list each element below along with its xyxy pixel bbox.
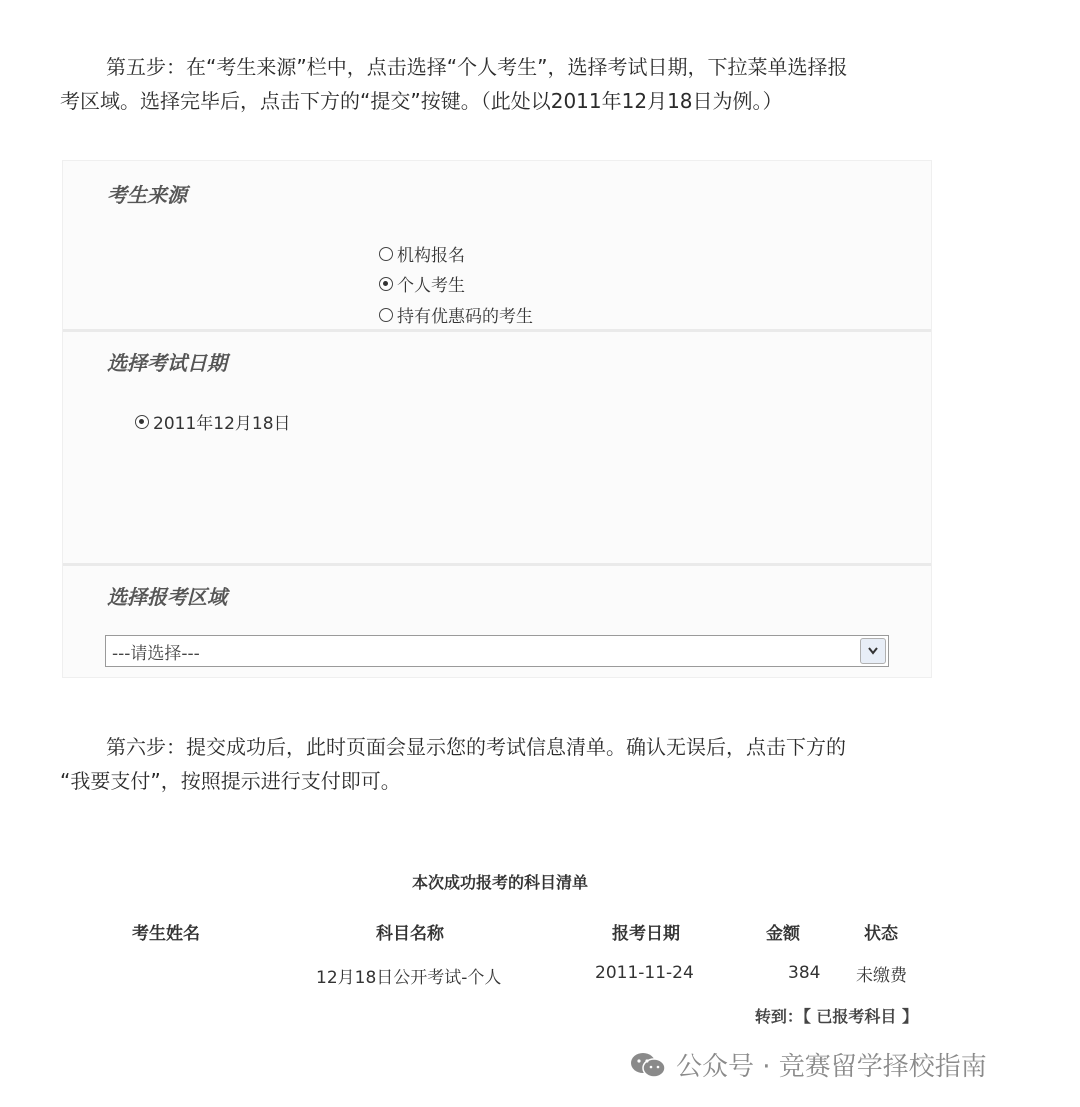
- cell-status: 未缴费: [856, 966, 907, 986]
- section-divider: [63, 563, 931, 566]
- header-candidate-name: 考生姓名: [132, 924, 200, 944]
- cell-registration-date: 2011-11-24: [595, 963, 694, 983]
- watermark: [628, 1046, 987, 1083]
- source-section-title: 考生来源: [107, 183, 187, 207]
- step5-line1: 第五步：在“考生来源”栏中，点击选择“个人考生”，选择考试日期，下拉菜单选择报: [106, 55, 848, 79]
- header-status: 状态: [864, 924, 898, 944]
- radio-button-icon[interactable]: [379, 247, 393, 261]
- watermark-text: 公众号 · 竞赛留学择校指南: [676, 1052, 987, 1082]
- radio-button-checked-icon[interactable]: [379, 277, 393, 291]
- step6-line1: 第六步：提交成功后，此时页面会显示您的考试信息清单。确认无误后，点击下方的: [106, 735, 846, 759]
- radio-option-institution[interactable]: [379, 241, 465, 266]
- registration-form: [62, 160, 932, 678]
- radio-option-individual[interactable]: [379, 271, 465, 296]
- step6-line2: “我要支付”，按照提示进行支付即可。: [60, 769, 401, 793]
- region-select-value: ---请选择---: [112, 643, 200, 664]
- radio-option-label: 机构报名: [397, 246, 465, 266]
- step6-instructions: [60, 730, 960, 798]
- radio-option-label: 持有优惠码的考生: [397, 307, 533, 327]
- header-subject-name: 科目名称: [376, 924, 444, 944]
- region-section-title: 选择报考区域: [107, 585, 227, 609]
- header-amount: 金额: [766, 924, 800, 944]
- radio-button-icon[interactable]: [379, 308, 393, 322]
- step5-instructions: [60, 50, 960, 118]
- header-registration-date: 报考日期: [612, 924, 680, 944]
- step5-line2: 考区域。选择完毕后，点击下方的“提交”按键。（此处以2011年12月18日为例。）: [60, 89, 783, 113]
- radio-button-checked-icon[interactable]: [135, 415, 149, 429]
- radio-option-label: 个人考生: [397, 276, 465, 296]
- result-table-title: 本次成功报考的科目清单: [411, 873, 588, 892]
- chevron-down-icon[interactable]: [860, 638, 886, 664]
- region-select[interactable]: [105, 635, 889, 667]
- section-divider: [63, 329, 931, 332]
- wechat-icon: [628, 1050, 668, 1080]
- radio-option-exam-date[interactable]: [135, 409, 291, 434]
- radio-option-discount-code[interactable]: [379, 302, 533, 327]
- exam-date-label: 2011年12月18日: [153, 414, 291, 434]
- cell-amount: 384: [788, 963, 821, 983]
- goto-registered-subjects-link[interactable]: 转到：【 已报考科目 】: [754, 1007, 918, 1026]
- date-section-title: 选择考试日期: [107, 351, 227, 375]
- cell-subject-name: 12月18日公开考试-个人: [316, 968, 502, 988]
